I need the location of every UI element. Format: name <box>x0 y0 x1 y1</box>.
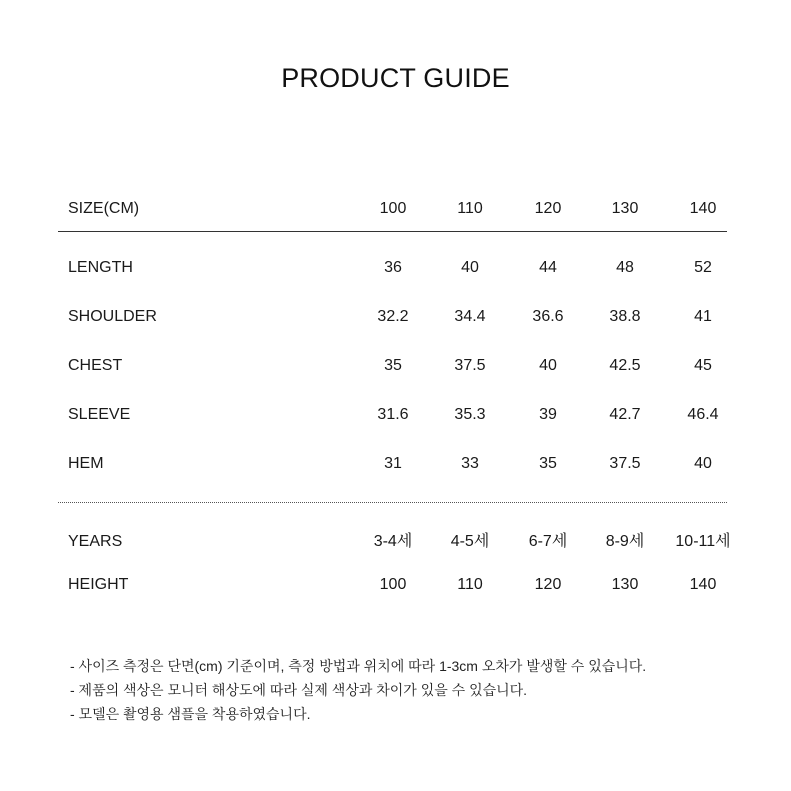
size-header-cell: 100 <box>379 200 407 217</box>
table-row <box>0 573 791 597</box>
table-cell: 31 <box>384 455 402 472</box>
table-cell: 3-4세 <box>373 533 413 550</box>
table-cell: 37.5 <box>609 455 641 472</box>
table-cell: 48 <box>616 259 634 276</box>
table-row <box>0 256 791 280</box>
table-cell: 42.7 <box>609 406 641 423</box>
size-header-cell: 130 <box>611 200 639 217</box>
table-cell: 6-7세 <box>528 533 568 550</box>
table-cell: 33 <box>461 455 479 472</box>
table-cell: 120 <box>534 576 562 593</box>
table-cell: 140 <box>689 576 717 593</box>
row-label: SLEEVE <box>68 406 131 423</box>
table-cell: 40 <box>694 455 712 472</box>
size-header-cell: 120 <box>534 200 562 217</box>
table-cell: 41 <box>694 308 712 325</box>
table-cell: 37.5 <box>454 357 486 374</box>
table-cell: 35.3 <box>454 406 486 423</box>
table-row <box>0 403 791 427</box>
table-cell: 100 <box>379 576 407 593</box>
page-title: PRODUCT GUIDE <box>281 63 510 93</box>
table-cell: 52 <box>694 259 712 276</box>
table-cell: 40 <box>461 259 479 276</box>
table-row <box>0 305 791 329</box>
size-header-cell: 140 <box>689 200 717 217</box>
size-header-row <box>0 197 791 221</box>
table-cell: 8-9세 <box>605 533 645 550</box>
table-cell: 130 <box>611 576 639 593</box>
row-label: CHEST <box>68 357 123 374</box>
table-cell: 110 <box>457 576 483 593</box>
notes-section <box>70 654 646 726</box>
table-row <box>0 452 791 476</box>
section-divider <box>58 502 727 503</box>
table-row <box>0 354 791 378</box>
table-row <box>0 530 791 554</box>
size-header-cell: 110 <box>457 200 483 217</box>
table-cell: 40 <box>539 357 557 374</box>
table-cell: 4-5세 <box>450 533 490 550</box>
table-cell: 34.4 <box>454 308 486 325</box>
table-cell: 46.4 <box>687 406 719 423</box>
table-cell: 44 <box>539 259 557 276</box>
table-cell: 36 <box>384 259 402 276</box>
table-cell: 38.8 <box>609 308 641 325</box>
note-line: - 제품의 색상은 모니터 해상도에 따라 실제 색상과 차이가 있을 수 있습니다. <box>70 682 528 698</box>
row-label: HEM <box>68 455 104 472</box>
table-cell: 45 <box>694 357 712 374</box>
row-label: HEIGHT <box>68 576 129 593</box>
table-cell: 10-11세 <box>675 533 731 550</box>
row-label: SHOULDER <box>68 308 157 325</box>
table-cell: 42.5 <box>609 357 641 374</box>
size-header-label: SIZE(CM) <box>68 200 140 217</box>
row-label: YEARS <box>68 533 123 550</box>
table-cell: 35 <box>384 357 402 374</box>
table-cell: 31.6 <box>377 406 409 423</box>
table-cell: 36.6 <box>532 308 564 325</box>
header-divider <box>58 231 727 232</box>
table-cell: 32.2 <box>377 308 409 325</box>
note-line: - 사이즈 측정은 단면(cm) 기준이며, 측정 방법과 위치에 따라 1-3cm 오차가 발생할 수 있습니다. <box>70 658 647 674</box>
note-line: - 모델은 촬영용 샘플을 착용하였습니다. <box>70 706 311 722</box>
table-cell: 35 <box>539 455 557 472</box>
table-cell: 39 <box>539 406 557 423</box>
row-label: LENGTH <box>68 259 133 276</box>
